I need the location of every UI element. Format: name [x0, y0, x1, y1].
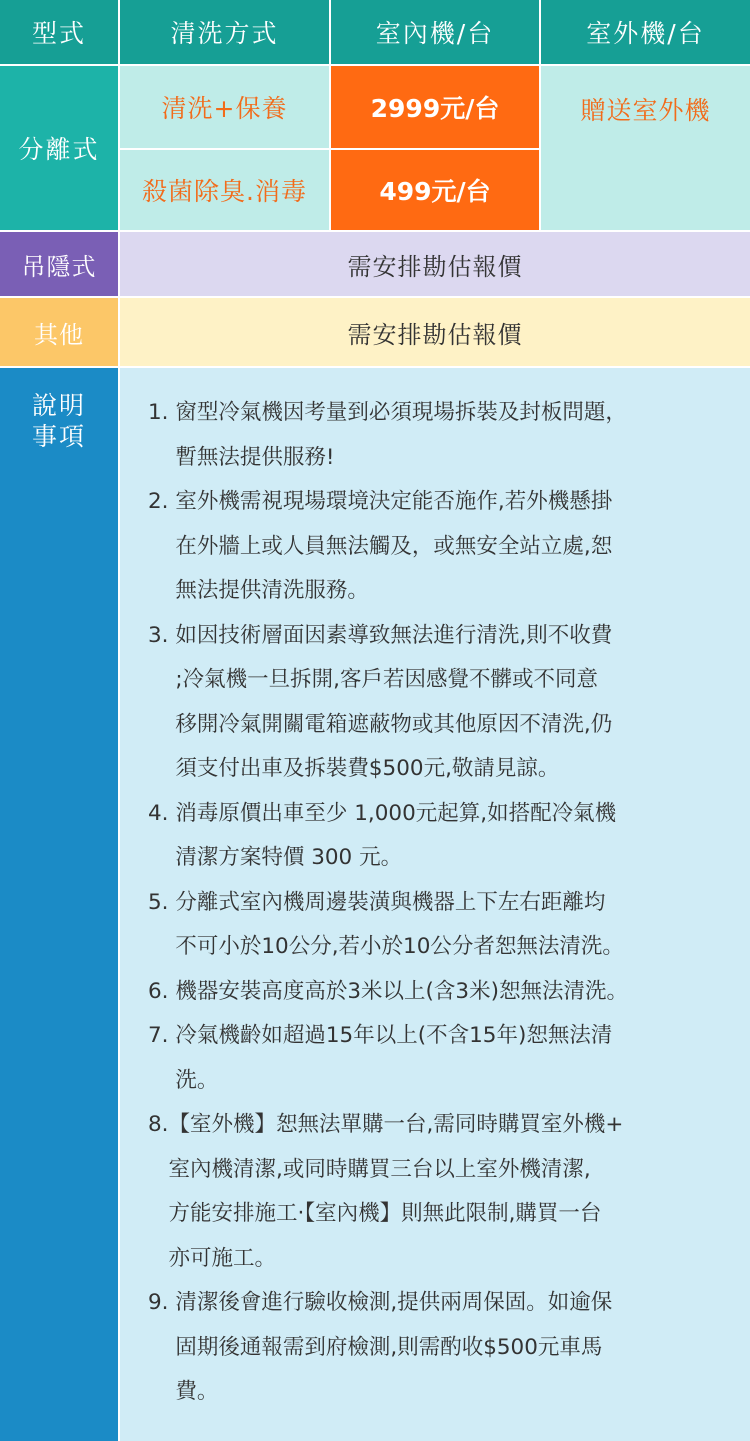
- ceiling-type-label: 吊隱式: [0, 232, 118, 296]
- note-number: 7.: [148, 1023, 176, 1048]
- note-item: [148, 881, 740, 970]
- notes-list: [120, 368, 750, 1441]
- note-text: 機器安裝高度高於3米以上(含3米)恕無法清洗。: [175, 978, 628, 1004]
- note-item: [148, 1014, 740, 1103]
- header-method: 清洗方式: [120, 0, 329, 64]
- note-item: [148, 970, 740, 1015]
- note-text: 清潔後會進行驗收檢測,提供兩周保固。如逾保 固期後通報需到府檢測,則需酌收$500元車馬 費。: [175, 1290, 613, 1404]
- note-text: 如因技術層面因素導致無法進行清洗,則不收費 ;冷氣機一旦拆開,客戶若因感覺不髒或不同意 移開冷氣開關電箱遮蔽物或其他原因不清洗,仍 須支付出車及拆裝費$500元,敬請見諒。: [175, 622, 613, 781]
- split-method-clean: 清洗+保養: [120, 66, 329, 148]
- split-type-label: 分離式: [0, 66, 118, 230]
- note-item: [148, 1103, 740, 1281]
- note-number: 3.: [148, 622, 176, 648]
- note-text: 室外機需視現場環境決定能否施作,若外機懸掛 在外牆上或人員無法觸及，或無安全站立處,恕 無法提供清洗服務。: [175, 489, 613, 603]
- note-text: 消毒原價出車至少 1,000元起算,如搭配冷氣機 清潔方案特價 300 元。: [175, 800, 617, 870]
- split-method-disinfect: 殺菌除臭.消毒: [120, 150, 329, 230]
- note-number: 8.: [148, 1112, 169, 1137]
- notes-label: 說明 事項: [0, 368, 118, 1441]
- note-number: 2.: [148, 489, 176, 514]
- note-number: 6.: [148, 978, 176, 1004]
- note-number: 1.: [148, 400, 176, 425]
- note-text: 【室外機】恕無法單購一台,需同時購買室外機+ 室內機清潔,或同時購買三台以上室外機清潔, 方能安排施工‧【室內機】則無此限制,購買一台 亦可施工。: [168, 1112, 624, 1271]
- header-indoor: 室內機/台: [331, 0, 539, 64]
- ceiling-quote: 需安排勘估報價: [120, 232, 750, 296]
- header-type: 型式: [0, 0, 118, 64]
- note-item: [148, 1281, 740, 1415]
- note-number: 4.: [148, 800, 176, 826]
- note-item: [148, 391, 740, 480]
- split-price-clean: 2999元/台: [331, 66, 539, 148]
- split-outdoor-gift: 贈送室外機: [541, 66, 750, 230]
- note-number: 5.: [148, 889, 176, 915]
- note-text: 分離式室內機周邊裝潢與機器上下左右距離均 不可小於10公分,若小於10公分者恕無法清洗。: [175, 889, 624, 959]
- note-item: [148, 614, 740, 792]
- note-text: 窗型冷氣機因考量到必須現場拆裝及封板問題， 暫無法提供服務!: [175, 400, 627, 470]
- note-number: 9.: [148, 1290, 176, 1315]
- other-quote: 需安排勘估報價: [120, 298, 750, 366]
- other-type-label: 其他: [0, 298, 118, 366]
- header-outdoor: 室外機/台: [541, 0, 750, 64]
- note-text: 冷氣機齡如超過15年以上(不含15年)恕無法清 洗。: [175, 1023, 613, 1093]
- note-item: [148, 480, 740, 614]
- note-item: [148, 792, 740, 881]
- split-price-disinfect: 499元/台: [331, 150, 539, 230]
